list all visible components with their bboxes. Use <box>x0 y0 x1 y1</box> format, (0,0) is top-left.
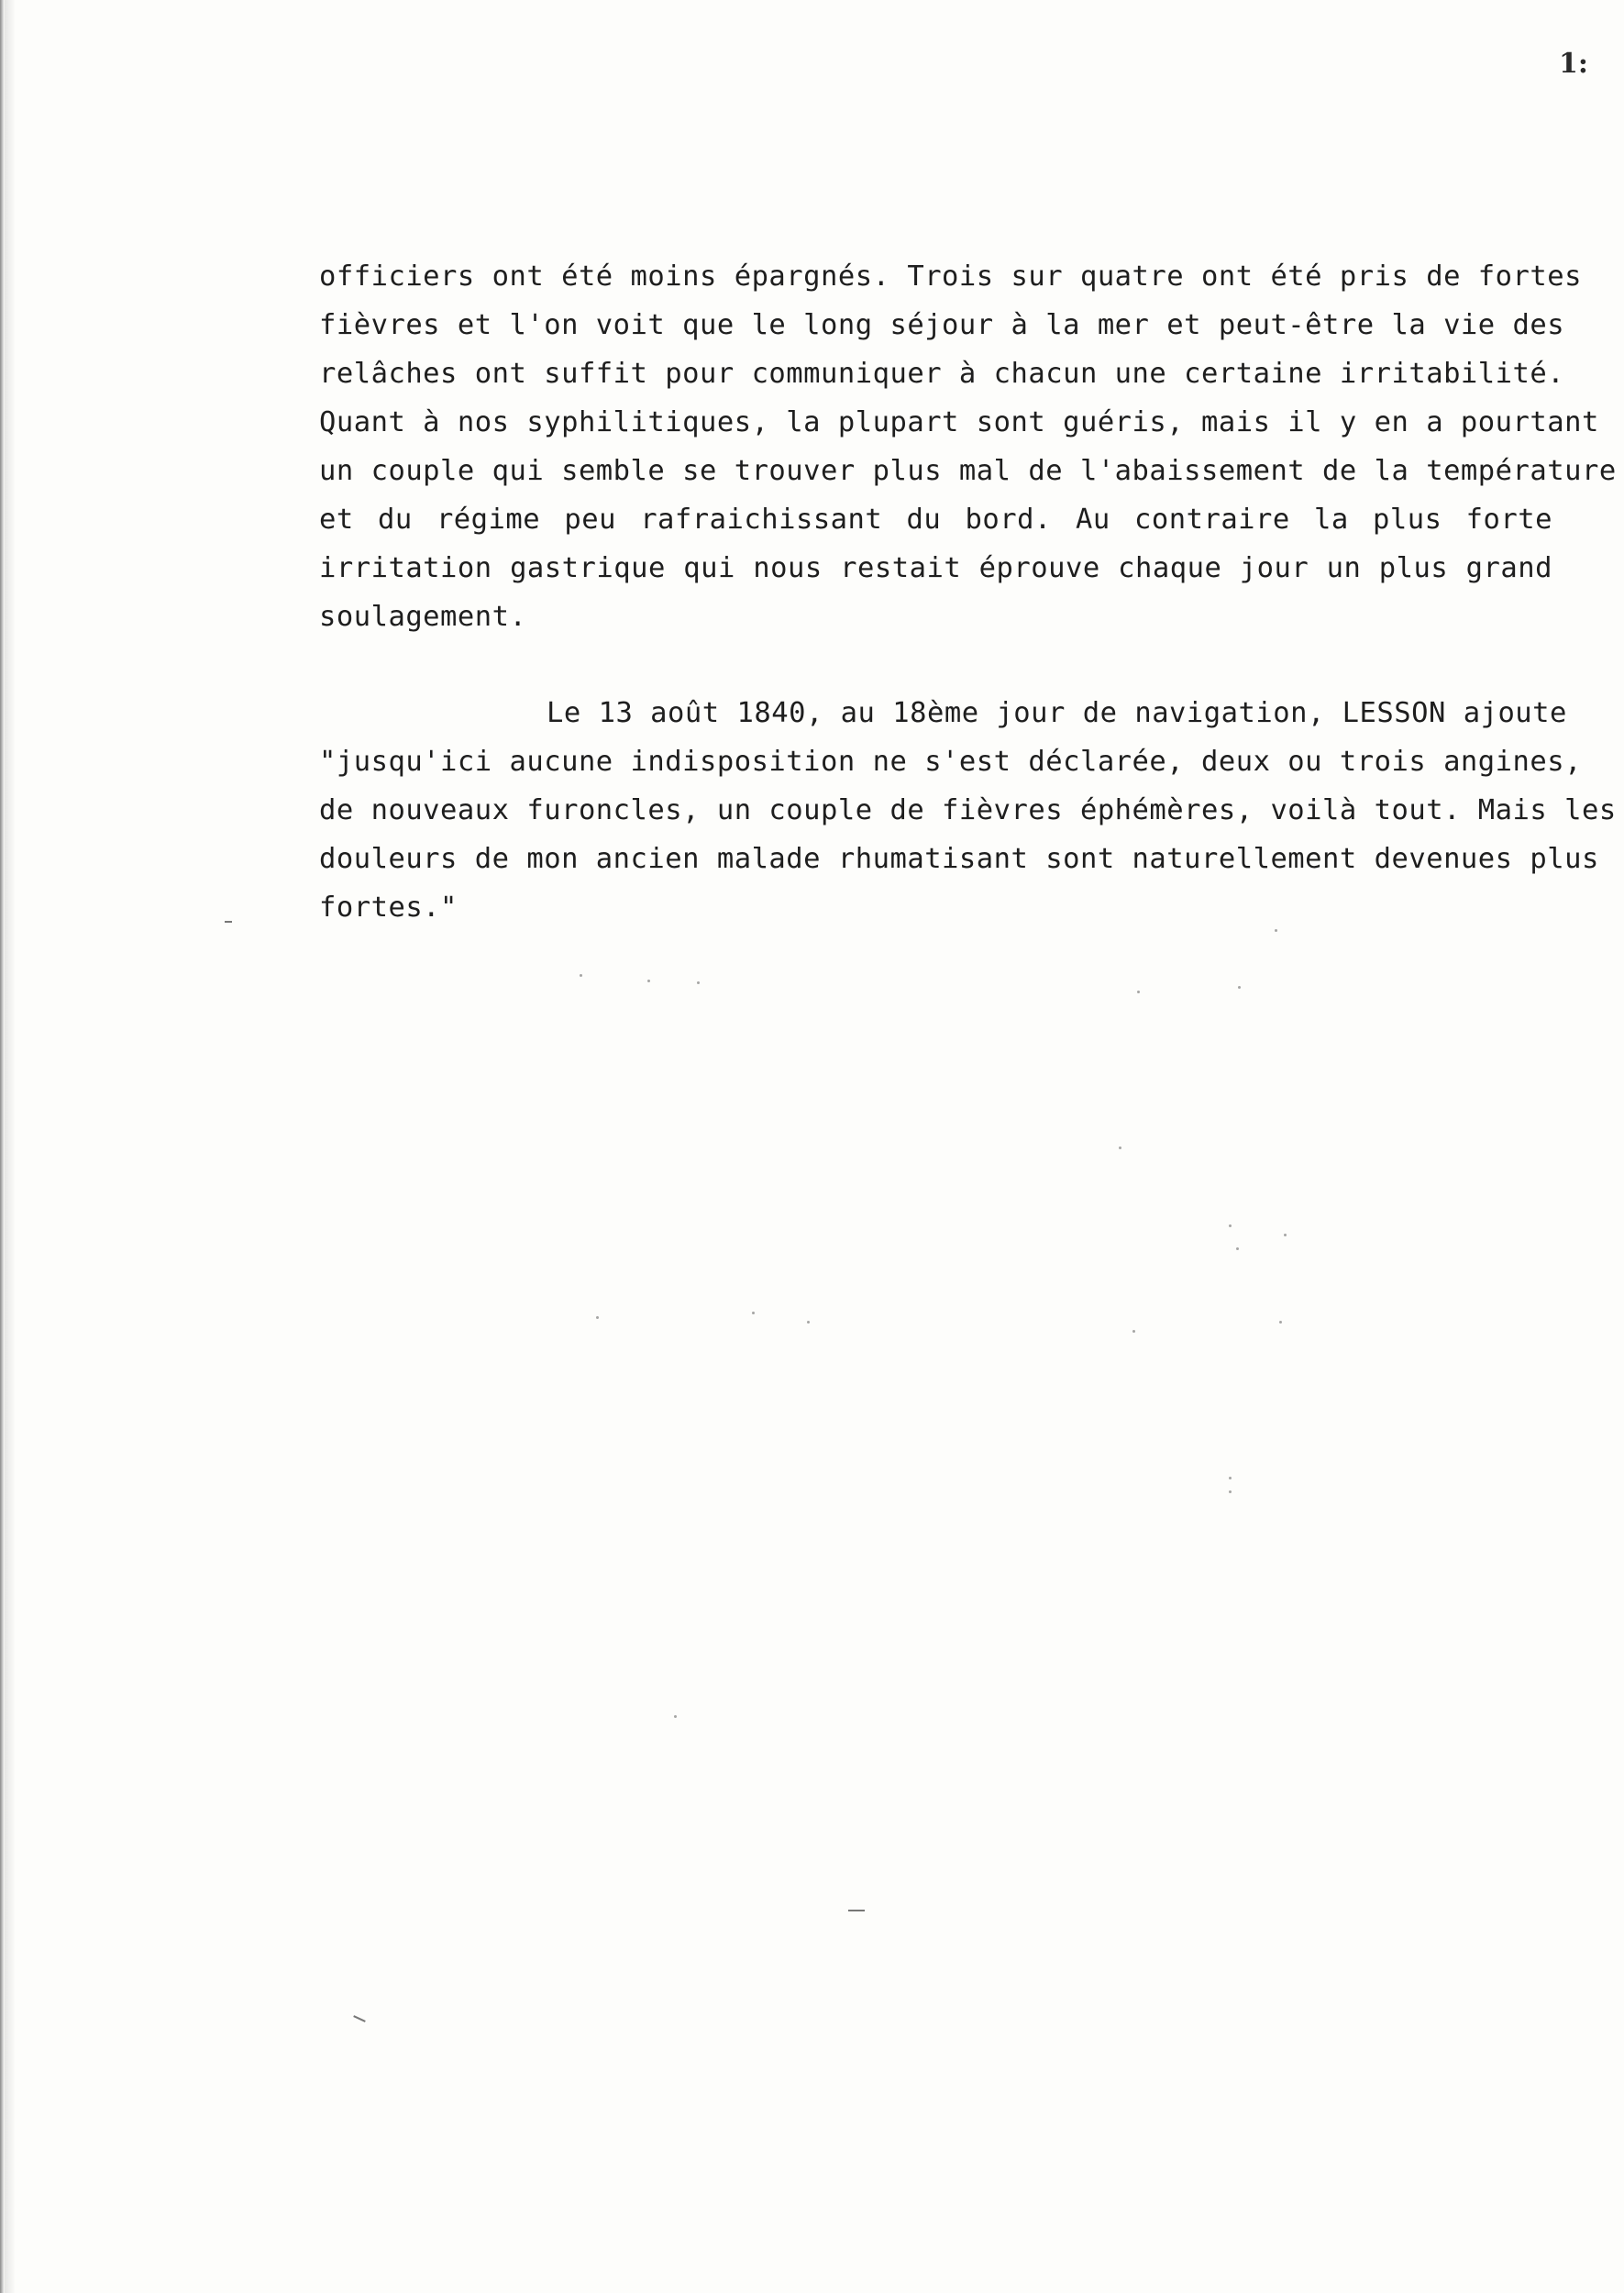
text-line: Le 13 août 1840, au 18ème jour de navigation, LESSON ajoute <box>547 697 1567 729</box>
paragraph-1 <box>319 252 1617 641</box>
text-line: douleurs de mon ancien malade rhumatisant sont naturellement devenues plus <box>319 843 1599 875</box>
text-line: irritation gastrique qui nous restait éprouve chaque jour un plus grand <box>319 552 1552 584</box>
speck <box>1275 929 1277 932</box>
speck <box>1119 1146 1121 1149</box>
paragraph-spacer <box>319 641 1552 689</box>
speck <box>674 1715 677 1718</box>
speck <box>1236 1247 1239 1250</box>
text-line: relâches ont suffit pour communiquer à chacun une certaine irritabilité. <box>319 358 1565 390</box>
speck <box>1279 1321 1282 1324</box>
speck <box>807 1321 810 1324</box>
paragraph-2 <box>319 689 1617 932</box>
text-line: soulagement. <box>319 601 527 633</box>
speck <box>580 974 582 977</box>
speck <box>1238 986 1241 989</box>
text-line: de nouveaux furoncles, un couple de fièvres éphémères, voilà tout. Mais les <box>319 794 1617 826</box>
text-line: "jusqu'ici aucune indisposition ne s'est déclarée, deux ou trois angines, <box>319 746 1582 778</box>
binding-shadow <box>5 0 16 2293</box>
text-line: fortes." <box>319 892 458 924</box>
text-line: Quant à nos syphilitiques, la plupart sont guéris, mais il y en a pourtant <box>319 406 1599 438</box>
text-line: officiers ont été moins épargnés. Trois sur quatre ont été pris de fortes <box>319 260 1582 293</box>
speck <box>752 1312 755 1314</box>
speck <box>1137 991 1140 993</box>
body-text <box>319 252 1617 932</box>
dash-mark <box>225 921 232 923</box>
text-line: fièvres et l'on voit que le long séjour à la mer et peut-être la vie des <box>319 309 1565 341</box>
dash-mark <box>848 1910 865 1911</box>
speck <box>647 980 650 982</box>
speck <box>1229 1224 1232 1227</box>
speck <box>596 1316 599 1319</box>
speck <box>1132 1330 1135 1333</box>
speck <box>1229 1490 1232 1493</box>
page-number: 1: <box>1559 48 1588 80</box>
speck <box>697 981 700 984</box>
dash-mark <box>353 2015 366 2022</box>
speck <box>1284 1234 1287 1236</box>
text-line: un couple qui semble se trouver plus mal de l'abaissement de la température <box>319 455 1617 487</box>
speck <box>1229 1477 1232 1479</box>
text-line: et du régime peu rafraichissant du bord. Au contraire la plus forte <box>319 504 1552 536</box>
